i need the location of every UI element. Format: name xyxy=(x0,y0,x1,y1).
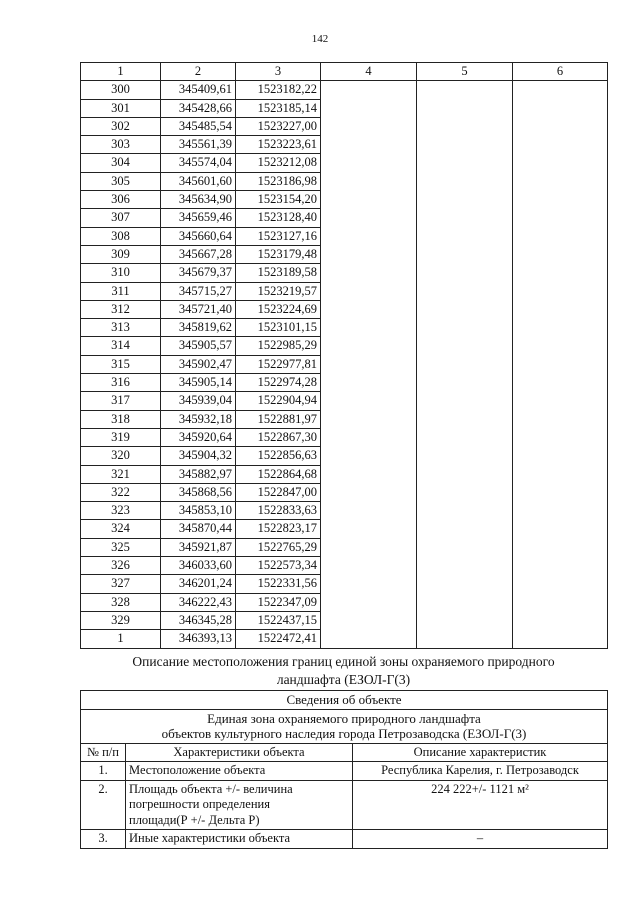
coord-x: 345667,28 xyxy=(161,245,236,263)
point-number: 321 xyxy=(81,465,161,483)
row-number: 3. xyxy=(81,830,126,849)
empty-cell xyxy=(513,538,608,556)
coord-y: 1523223,61 xyxy=(236,136,321,154)
coord-x: 345853,10 xyxy=(161,502,236,520)
point-number: 307 xyxy=(81,209,161,227)
empty-cell xyxy=(513,447,608,465)
empty-cell xyxy=(417,557,513,575)
coord-y: 1523212,08 xyxy=(236,154,321,172)
empty-cell xyxy=(321,227,417,245)
coord-y: 1522904,94 xyxy=(236,392,321,410)
empty-cell xyxy=(321,502,417,520)
point-number: 324 xyxy=(81,520,161,538)
coord-x: 345819,62 xyxy=(161,319,236,337)
table-row xyxy=(81,593,608,611)
empty-cell xyxy=(321,557,417,575)
empty-cell xyxy=(321,245,417,263)
coord-x: 345601,60 xyxy=(161,172,236,190)
info-row-location xyxy=(81,762,608,781)
coord-x: 345659,46 xyxy=(161,209,236,227)
table-row xyxy=(81,428,608,446)
point-number: 306 xyxy=(81,191,161,209)
coord-y: 1522856,63 xyxy=(236,447,321,465)
table-row xyxy=(81,191,608,209)
empty-cell xyxy=(513,593,608,611)
empty-cell xyxy=(417,465,513,483)
empty-cell xyxy=(417,136,513,154)
empty-cell xyxy=(513,428,608,446)
section-title: Сведения об объекте xyxy=(81,691,608,710)
empty-cell xyxy=(513,319,608,337)
empty-cell xyxy=(513,355,608,373)
empty-cell xyxy=(417,483,513,501)
table-row xyxy=(81,319,608,337)
table-row xyxy=(81,154,608,172)
point-number: 329 xyxy=(81,611,161,629)
table-row xyxy=(81,117,608,135)
point-number: 308 xyxy=(81,227,161,245)
empty-cell xyxy=(321,209,417,227)
empty-cell xyxy=(513,502,608,520)
empty-cell xyxy=(417,410,513,428)
empty-cell xyxy=(321,447,417,465)
coord-y: 1523127,16 xyxy=(236,227,321,245)
coord-y: 1522347,09 xyxy=(236,593,321,611)
coord-x: 345882,97 xyxy=(161,465,236,483)
point-number: 312 xyxy=(81,300,161,318)
table-row xyxy=(81,483,608,501)
coord-x: 346222,43 xyxy=(161,593,236,611)
empty-cell xyxy=(513,227,608,245)
table-row xyxy=(81,300,608,318)
col-desc-header: Описание характеристик xyxy=(353,743,608,762)
table-row xyxy=(81,209,608,227)
row-characteristic: Местоположение объекта xyxy=(126,762,353,781)
coordinates-table xyxy=(80,62,608,649)
empty-cell xyxy=(513,611,608,629)
empty-cell xyxy=(417,428,513,446)
point-number: 314 xyxy=(81,337,161,355)
table-row xyxy=(81,374,608,392)
header-col-5: 5 xyxy=(417,63,513,81)
header-col-2: 2 xyxy=(161,63,236,81)
object-name-line-1: Единая зона охраняемого природного ландшафта xyxy=(207,710,481,726)
coord-x: 345409,61 xyxy=(161,81,236,99)
table-row xyxy=(81,465,608,483)
coord-x: 345660,64 xyxy=(161,227,236,245)
empty-cell xyxy=(417,374,513,392)
coord-y: 1523182,22 xyxy=(236,81,321,99)
empty-cell xyxy=(321,630,417,648)
coord-x: 345921,87 xyxy=(161,538,236,556)
empty-cell xyxy=(417,245,513,263)
empty-cell xyxy=(321,374,417,392)
row-number: 1. xyxy=(81,762,126,781)
table-row xyxy=(81,447,608,465)
table-row xyxy=(81,502,608,520)
coord-x: 345485,54 xyxy=(161,117,236,135)
empty-cell xyxy=(417,502,513,520)
point-number: 305 xyxy=(81,172,161,190)
info-row-other xyxy=(81,830,608,849)
info-header-row xyxy=(81,743,608,762)
coord-x: 346345,28 xyxy=(161,611,236,629)
row-number: 2. xyxy=(81,780,126,830)
object-name-line-2: объектов культурного наследия города Петрозаводска (ЕЗОЛ-Г(3) xyxy=(161,726,527,741)
coord-y: 1522823,17 xyxy=(236,520,321,538)
empty-cell xyxy=(417,538,513,556)
header-col-4: 4 xyxy=(321,63,417,81)
coord-y: 1523189,58 xyxy=(236,264,321,282)
coord-x: 345932,18 xyxy=(161,410,236,428)
empty-cell xyxy=(321,172,417,190)
info-row-area xyxy=(81,780,608,830)
row-characteristic xyxy=(126,780,353,830)
point-number: 318 xyxy=(81,410,161,428)
empty-cell xyxy=(417,264,513,282)
empty-cell xyxy=(417,282,513,300)
coord-y: 1523101,15 xyxy=(236,319,321,337)
empty-cell xyxy=(513,630,608,648)
empty-cell xyxy=(321,483,417,501)
coord-x: 345868,56 xyxy=(161,483,236,501)
empty-cell xyxy=(513,300,608,318)
coord-y: 1522573,34 xyxy=(236,557,321,575)
table-row xyxy=(81,520,608,538)
empty-cell xyxy=(513,337,608,355)
empty-cell xyxy=(513,99,608,117)
point-number: 304 xyxy=(81,154,161,172)
row-description: 224 222+/- 1121 м² xyxy=(353,780,608,830)
coord-x: 345939,04 xyxy=(161,392,236,410)
point-number: 317 xyxy=(81,392,161,410)
empty-cell xyxy=(321,99,417,117)
col-num-header: № п/п xyxy=(81,743,126,762)
object-name xyxy=(81,709,608,743)
point-number: 1 xyxy=(81,630,161,648)
point-number: 322 xyxy=(81,483,161,501)
empty-cell xyxy=(513,209,608,227)
empty-cell xyxy=(417,172,513,190)
point-number: 302 xyxy=(81,117,161,135)
table-row xyxy=(81,99,608,117)
empty-cell xyxy=(417,209,513,227)
area-line-1: Площадь объекта +/- величина xyxy=(129,781,293,796)
empty-cell xyxy=(321,520,417,538)
coord-y: 1522437,15 xyxy=(236,611,321,629)
point-number: 300 xyxy=(81,81,161,99)
coord-y: 1522985,29 xyxy=(236,337,321,355)
table-row xyxy=(81,392,608,410)
empty-cell xyxy=(513,172,608,190)
empty-cell xyxy=(321,575,417,593)
point-number: 319 xyxy=(81,428,161,446)
empty-cell xyxy=(417,520,513,538)
empty-cell xyxy=(417,593,513,611)
empty-cell xyxy=(417,227,513,245)
empty-cell xyxy=(513,282,608,300)
empty-cell xyxy=(417,575,513,593)
empty-cell xyxy=(417,337,513,355)
point-number: 326 xyxy=(81,557,161,575)
coord-x: 345920,64 xyxy=(161,428,236,446)
coord-y: 1522881,97 xyxy=(236,410,321,428)
empty-cell xyxy=(513,410,608,428)
coord-x: 345721,40 xyxy=(161,300,236,318)
coord-y: 1523186,98 xyxy=(236,172,321,190)
coord-y: 1522472,41 xyxy=(236,630,321,648)
point-number: 328 xyxy=(81,593,161,611)
empty-cell xyxy=(321,191,417,209)
point-number: 316 xyxy=(81,374,161,392)
empty-cell xyxy=(321,428,417,446)
coord-y: 1523185,14 xyxy=(236,99,321,117)
empty-cell xyxy=(417,447,513,465)
empty-cell xyxy=(321,117,417,135)
empty-cell xyxy=(417,611,513,629)
area-line-2: погрешности определения xyxy=(129,797,270,811)
coord-x: 345428,66 xyxy=(161,99,236,117)
empty-cell xyxy=(417,117,513,135)
table-row xyxy=(81,630,608,648)
point-number: 311 xyxy=(81,282,161,300)
table-row xyxy=(81,611,608,629)
area-line-3: площади(Р +/- Дельта Р) xyxy=(129,812,260,827)
empty-cell xyxy=(321,154,417,172)
table-row xyxy=(81,227,608,245)
empty-cell xyxy=(321,611,417,629)
empty-cell xyxy=(321,319,417,337)
table-row xyxy=(81,575,608,593)
empty-cell xyxy=(321,538,417,556)
header-col-1: 1 xyxy=(81,63,161,81)
empty-cell xyxy=(513,117,608,135)
coord-y: 1523179,48 xyxy=(236,245,321,263)
empty-cell xyxy=(417,392,513,410)
point-number: 301 xyxy=(81,99,161,117)
empty-cell xyxy=(513,483,608,501)
coord-x: 345634,90 xyxy=(161,191,236,209)
empty-cell xyxy=(321,410,417,428)
coord-x: 345902,47 xyxy=(161,355,236,373)
coord-y: 1522864,68 xyxy=(236,465,321,483)
table-row xyxy=(81,337,608,355)
coord-y: 1523128,40 xyxy=(236,209,321,227)
point-number: 313 xyxy=(81,319,161,337)
table-row xyxy=(81,172,608,190)
empty-cell xyxy=(321,465,417,483)
empty-cell xyxy=(321,136,417,154)
point-number: 323 xyxy=(81,502,161,520)
empty-cell xyxy=(513,520,608,538)
empty-cell xyxy=(513,374,608,392)
empty-cell xyxy=(513,264,608,282)
table-row xyxy=(81,410,608,428)
row-characteristic: Иные характеристики объекта xyxy=(126,830,353,849)
coord-x: 345904,32 xyxy=(161,447,236,465)
empty-cell xyxy=(321,355,417,373)
empty-cell xyxy=(513,81,608,99)
empty-cell xyxy=(321,392,417,410)
coord-x: 345715,27 xyxy=(161,282,236,300)
caption-line-2: ландшафта (ЕЗОЛ-Г(3) xyxy=(276,672,411,687)
col-char-header: Характеристики объекта xyxy=(126,743,353,762)
coord-y: 1522974,28 xyxy=(236,374,321,392)
empty-cell xyxy=(417,191,513,209)
table-row xyxy=(81,136,608,154)
coord-x: 345905,57 xyxy=(161,337,236,355)
coord-x: 345561,39 xyxy=(161,136,236,154)
coordinates-body xyxy=(81,81,608,648)
empty-cell xyxy=(321,282,417,300)
point-number: 315 xyxy=(81,355,161,373)
table-row xyxy=(81,264,608,282)
coord-x: 345905,14 xyxy=(161,374,236,392)
empty-cell xyxy=(417,300,513,318)
table-row xyxy=(81,282,608,300)
coord-x: 345679,37 xyxy=(161,264,236,282)
point-number: 309 xyxy=(81,245,161,263)
coord-y: 1522765,29 xyxy=(236,538,321,556)
coord-y: 1522331,56 xyxy=(236,575,321,593)
row-description: Республика Карелия, г. Петрозаводск xyxy=(353,762,608,781)
empty-cell xyxy=(321,264,417,282)
object-info-table xyxy=(80,690,608,849)
coord-x: 346393,13 xyxy=(161,630,236,648)
caption-line-1: Описание местоположения границ единой зоны охраняемого природного xyxy=(132,654,555,669)
empty-cell xyxy=(417,355,513,373)
point-number: 310 xyxy=(81,264,161,282)
empty-cell xyxy=(513,191,608,209)
empty-cell xyxy=(321,300,417,318)
empty-cell xyxy=(321,593,417,611)
table-row xyxy=(81,557,608,575)
empty-cell xyxy=(417,630,513,648)
header-col-3: 3 xyxy=(236,63,321,81)
empty-cell xyxy=(321,337,417,355)
coord-x: 346201,24 xyxy=(161,575,236,593)
empty-cell xyxy=(513,136,608,154)
coord-y: 1522833,63 xyxy=(236,502,321,520)
point-number: 303 xyxy=(81,136,161,154)
empty-cell xyxy=(513,575,608,593)
empty-cell xyxy=(417,99,513,117)
point-number: 325 xyxy=(81,538,161,556)
table-row xyxy=(81,245,608,263)
empty-cell xyxy=(321,81,417,99)
coord-x: 345870,44 xyxy=(161,520,236,538)
table-row xyxy=(81,81,608,99)
point-number: 327 xyxy=(81,575,161,593)
empty-cell xyxy=(513,245,608,263)
table-row xyxy=(81,538,608,556)
coord-y: 1522977,81 xyxy=(236,355,321,373)
row-description: – xyxy=(353,830,608,849)
coord-x: 346033,60 xyxy=(161,557,236,575)
point-number: 320 xyxy=(81,447,161,465)
empty-cell xyxy=(513,465,608,483)
coord-y: 1522847,00 xyxy=(236,483,321,501)
coord-y: 1523227,00 xyxy=(236,117,321,135)
coordinates-header-row xyxy=(81,63,608,81)
table-row xyxy=(81,355,608,373)
empty-cell xyxy=(417,154,513,172)
empty-cell xyxy=(513,392,608,410)
coord-y: 1523224,69 xyxy=(236,300,321,318)
empty-cell xyxy=(513,557,608,575)
section-caption xyxy=(80,653,607,689)
empty-cell xyxy=(417,319,513,337)
coord-y: 1523219,57 xyxy=(236,282,321,300)
coord-x: 345574,04 xyxy=(161,154,236,172)
coord-y: 1523154,20 xyxy=(236,191,321,209)
empty-cell xyxy=(417,81,513,99)
header-col-6: 6 xyxy=(513,63,608,81)
empty-cell xyxy=(513,154,608,172)
page-number: 142 xyxy=(311,33,329,45)
coord-y: 1522867,30 xyxy=(236,428,321,446)
